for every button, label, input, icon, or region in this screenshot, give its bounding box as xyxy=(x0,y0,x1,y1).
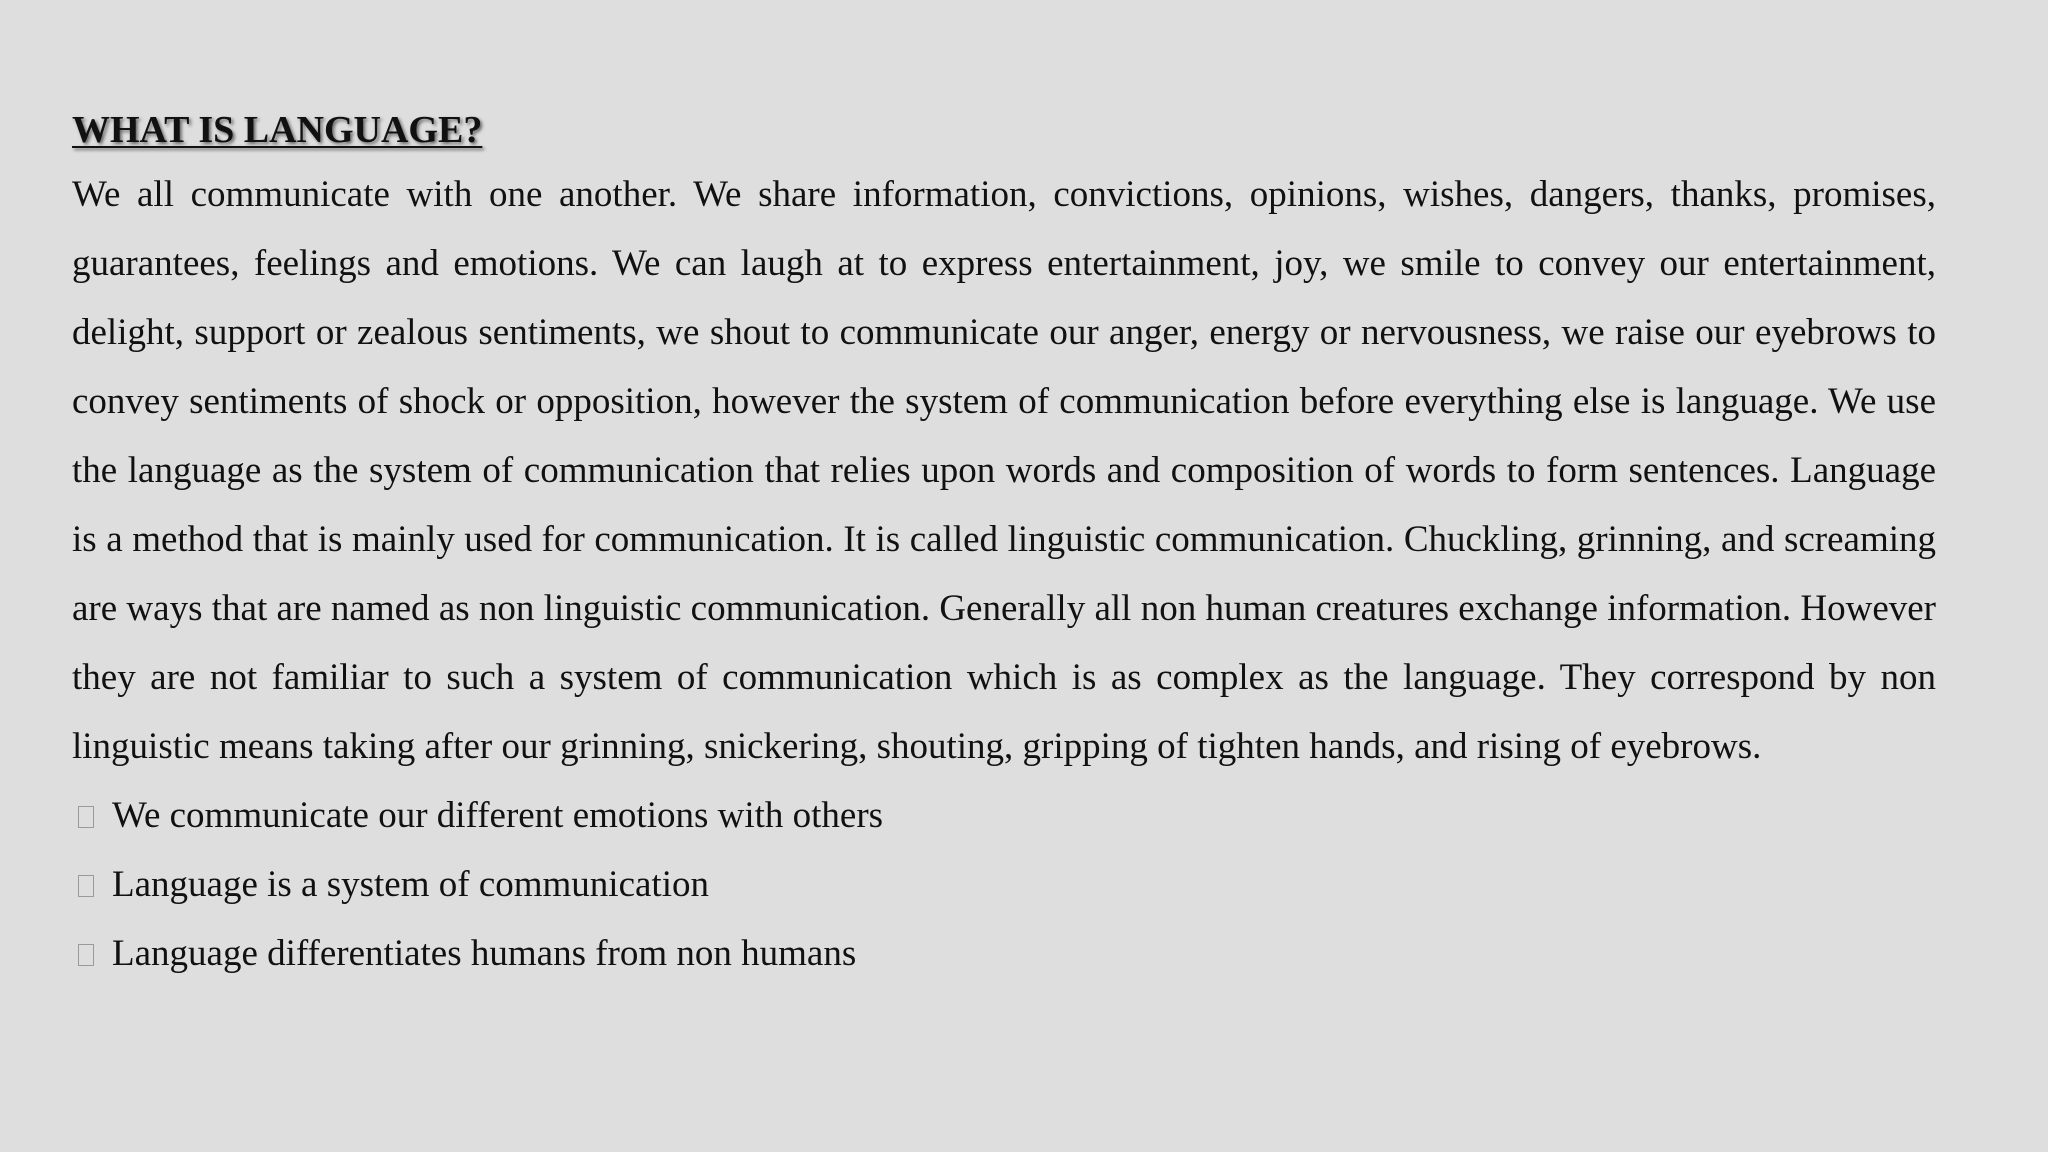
page-title: WHAT IS LANGUAGE? xyxy=(72,109,483,151)
body-paragraph: We all communicate with one another. We share information, convictions, opinions, wishes, dangers, thanks, promises, guarantees, feelings and emotions. We can laugh at to express entertainment, joy, we smile to convey our entertainment, delight, support or zealous sentiments, we shout to communicate our anger, energy or nervousness, we raise our eyebrows to convey sentiments of shock or opposition, however the system of communication before everything else is language. We use the language as the system of communication that relies upon words and composition of words to form sentences. Language is a method that is mainly used for communication. It is called linguistic communication. Chuckling, grinning, and screaming are ways that are named as non linguistic communication. Generally all non human creatures exchange information. However they are not familiar to such a system of communication which is as complex as the language. They correspond by non linguistic means taking after our grinning, snickering, shouting, gripping of tighten hands, and rising of eyebrows. xyxy=(72,174,1936,767)
list-item xyxy=(72,919,1936,988)
list-item-text: We communicate our different emotions with others xyxy=(112,795,884,836)
missing-glyph-box-icon xyxy=(78,875,94,897)
slide-content xyxy=(72,100,1936,988)
list-item-text: Language differentiates humans from non humans xyxy=(112,933,857,974)
missing-glyph-box-icon xyxy=(78,944,94,966)
list-item xyxy=(72,781,1936,850)
missing-glyph-box-icon xyxy=(78,806,94,828)
list-item xyxy=(72,850,1936,919)
bullet-list xyxy=(72,781,1936,988)
list-item-text: Language is a system of communication xyxy=(112,864,709,905)
